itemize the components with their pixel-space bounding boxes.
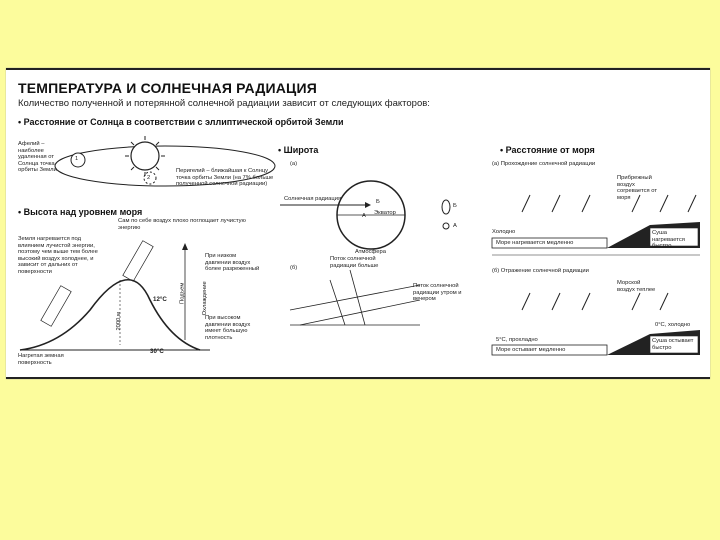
temp-top: 12°C <box>153 296 167 303</box>
globe-letter-b: Б <box>376 199 380 205</box>
bullet-sun-distance: • Расстояние от Солнца в соответствии с эллиптической орбитой Земли <box>18 117 344 127</box>
cooling-label: Охлаждение <box>201 281 208 316</box>
legend-b-label: Б <box>453 203 457 209</box>
globe-letter-a: А <box>362 213 366 219</box>
perihelion-note: Перигелий – ближайшая к Солнцу точка орбиты Земли (на 7% больше полученной солнечной радиации) <box>176 168 274 188</box>
bullet-altitude: • Высота над уровнем моря <box>18 207 143 217</box>
cold-label: Холодно <box>492 229 516 235</box>
temp-5-label: 5°C, прохладно <box>496 337 538 343</box>
sea-label-b: (б) Отражение солнечной радиации <box>492 268 589 274</box>
temp-bottom: 30°C <box>150 348 164 355</box>
dense-air-note: При высоком давлении воздух имеет большую плотность <box>205 315 251 341</box>
orbit-num-2: 2 <box>147 175 151 181</box>
page-subtitle: Количество полученной и потерянной солнечной радиации зависит от следующих факторов: <box>18 98 430 109</box>
warm-air-label: Прибрежный воздух согревается от моря <box>617 175 658 201</box>
sea-cools-label: Море остывает медленно <box>496 347 566 353</box>
land-heats-label: Суша нагревается быстро <box>652 230 685 250</box>
equator-label: Экватор <box>374 210 396 216</box>
morning-note: Поток солнечной радиации утром и вечером <box>413 283 462 303</box>
legend-a-label: А <box>453 223 457 229</box>
latitude-label-b: (б) <box>290 265 298 271</box>
mountain-note: Сам по себе воздух плохо поглощает лучистую энергию <box>118 218 246 231</box>
bullet-sea-distance: • Расстояние от моря <box>500 145 595 155</box>
earth-heats-note: Земля нагревается под влиянием лучистой энергии, поэтому чем выше тем более высокий воздух холоднее, и зависит от дальних от поверхности <box>18 236 98 275</box>
legend-b-shape <box>442 200 450 214</box>
sun-radiation-label: Солнечная радиация <box>284 196 342 202</box>
orbit-num-1: 1 <box>75 156 79 162</box>
height-label: 2000 м <box>115 312 122 331</box>
rising-label: Подъем <box>179 282 186 304</box>
mountain-curve <box>20 280 200 350</box>
sea-label-a: (а) Прохождение солнечной радиации <box>492 161 596 167</box>
land-cools-label: Суша остывает быстро <box>652 338 694 351</box>
aphelion-note: Афелий – наиболее удаленная от Солнца точка орбиты Земли <box>18 141 57 174</box>
cold-air-label: Морской воздух теплее <box>617 280 656 293</box>
temp-0-label: 0°C, холодно <box>655 322 691 328</box>
bullet-latitude: • Широта <box>278 145 319 155</box>
sun-icon <box>125 136 165 176</box>
latitude-label-a: (а) <box>290 161 298 167</box>
thin-air-note: При низком давлении воздух более разреженный <box>205 253 260 273</box>
legend-a-shape <box>443 223 449 229</box>
warm-ground-label: Нагретая земная поверхность <box>18 353 64 366</box>
atmosphere-label: Атмосфера <box>355 249 386 255</box>
ray-note: Поток солнечной радиации больше <box>330 256 379 269</box>
sea-heats-label: Море нагревается медленно <box>496 240 574 246</box>
page-title: ТЕМПЕРАТУРА И СОЛНЕЧНАЯ РАДИАЦИЯ <box>18 80 318 96</box>
